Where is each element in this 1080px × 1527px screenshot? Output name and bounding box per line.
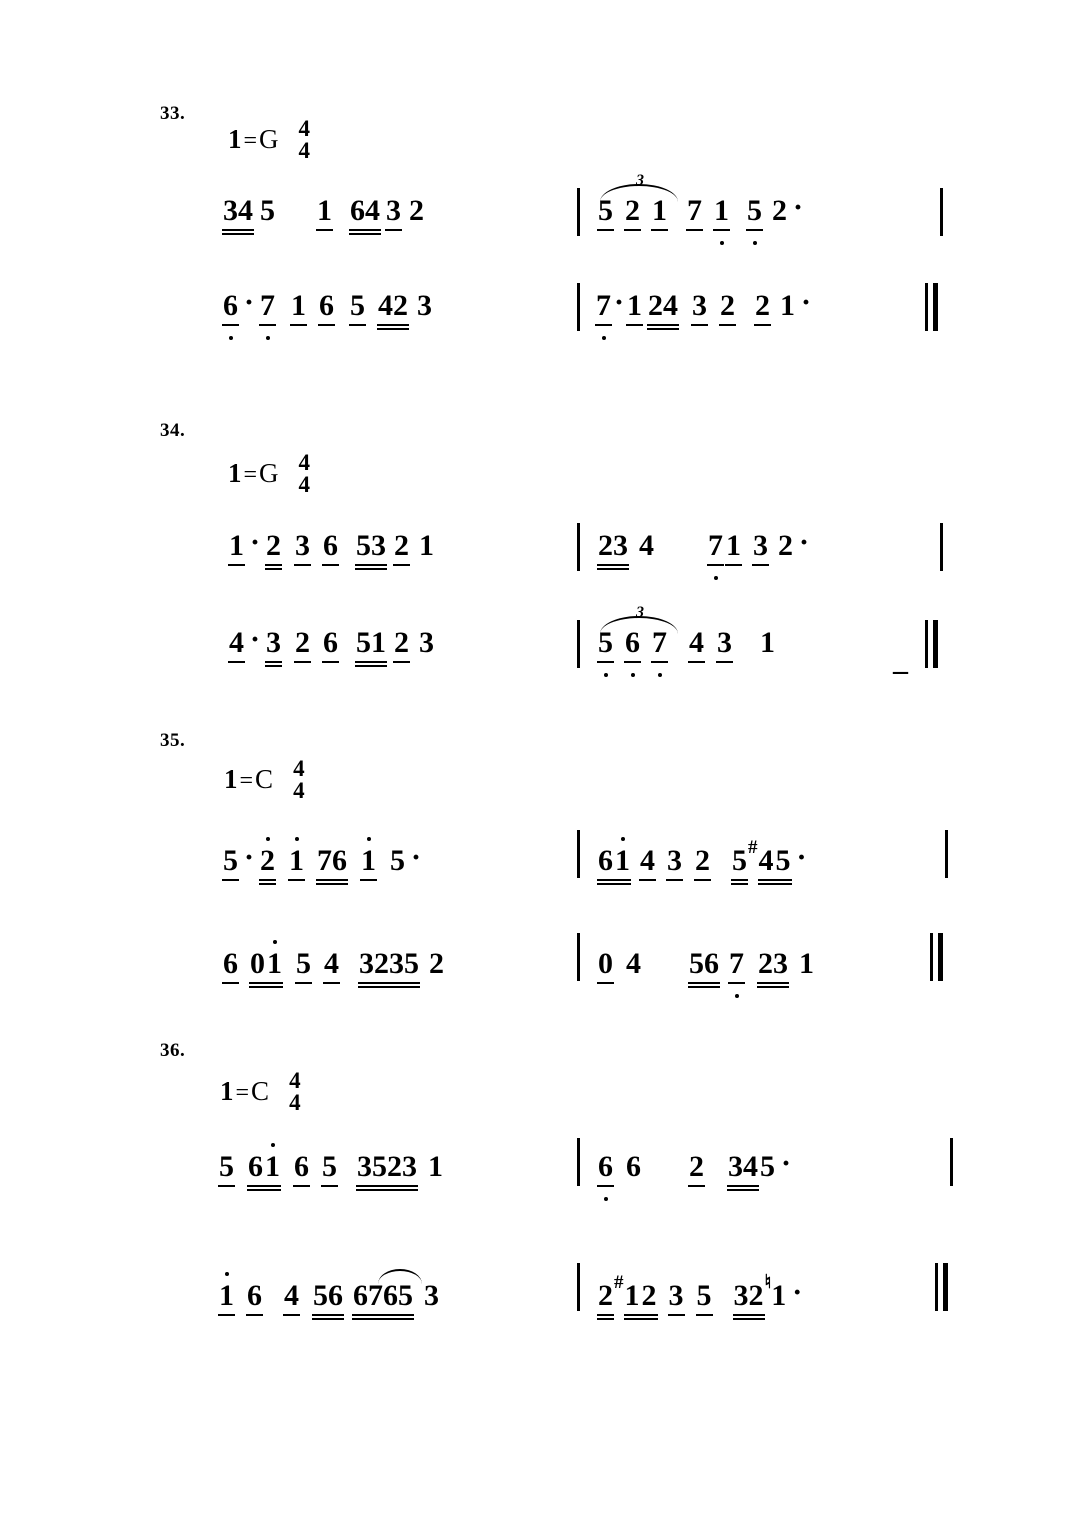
staff-line [0,525,1080,595]
exercise-number: 33. [160,103,186,124]
barline [950,1138,953,1186]
measure-notes: 4 · 3 2 6 51 2 3 [228,628,435,663]
measure-notes: 6 1 4 3 2 5 # 4 5 · [597,846,812,881]
measure-notes: 5 6 7 4 3 1 [597,628,776,663]
barline [577,1138,580,1186]
measure-notes: 1 · 2 3 6 53 2 1 [228,531,435,566]
measure-notes: 1 6 4 56 6765 3 [218,1281,440,1316]
barline [577,620,580,668]
key-time-signature [220,1070,301,1114]
staff-line: 4 · 3 2 6 51 2 3 3 5 6 7 4 3 1 – [0,622,1080,692]
key-signature: 1=C [224,764,274,795]
staff-line [0,1140,1080,1210]
barline [940,188,943,236]
key-time-signature [224,758,305,802]
staff-line [0,1265,1080,1335]
barline [945,830,948,878]
barline [577,933,580,981]
measure-notes: 23 4 7 1 3 2 · [597,531,814,566]
exercise-number: 35. [160,730,186,751]
barline [577,188,580,236]
measure-notes: 34 5 1 64 3 2 [222,196,425,231]
exercise-number: 36. [160,1040,186,1061]
time-signature: 4 4 [298,116,311,163]
barline [577,523,580,571]
exercise-number: 34. [160,420,186,441]
time-signature: 4 4 [289,1068,301,1115]
staff-line [0,935,1080,1005]
staff-line: 34 5 1 64 3 2 3 5 2 1 7 1 5 2 · [0,190,1080,260]
barline [940,523,943,571]
key-signature: 1=C [220,1076,270,1107]
measure-notes: 5 2 1 7 1 5 2 · [597,196,808,231]
staff-line [0,830,1080,900]
measure-notes: 5 · 2 1 76 1 5 · [222,846,426,881]
barline [577,283,580,331]
key-signature: 1=G [228,124,279,155]
key-signature: 1=G [228,458,279,489]
key-time-signature [228,452,310,496]
time-signature: 4 4 [298,450,311,497]
measure-notes: 6 · 7 1 6 5 42 3 [222,291,433,326]
key-time-signature [228,118,310,162]
time-signature: 4 4 [293,756,305,803]
measure-notes: 5 6 1 6 5 3523 1 [218,1152,444,1187]
measure-notes: 6 6 2 34 5 · [597,1152,796,1187]
measure-notes: 2 # 1 2 3 5 32 ♮ 1 · [597,1281,807,1316]
measure-notes: 6 0 1 5 4 3235 2 [222,949,445,984]
measure-notes: 7 · 1 24 3 2 2 1 · [595,291,816,326]
staff-line [0,285,1080,355]
barline [577,1263,580,1311]
measure-notes: 0 4 56 7 23 1 [597,949,815,984]
duration-dash: – [893,654,908,687]
barline [577,830,580,878]
